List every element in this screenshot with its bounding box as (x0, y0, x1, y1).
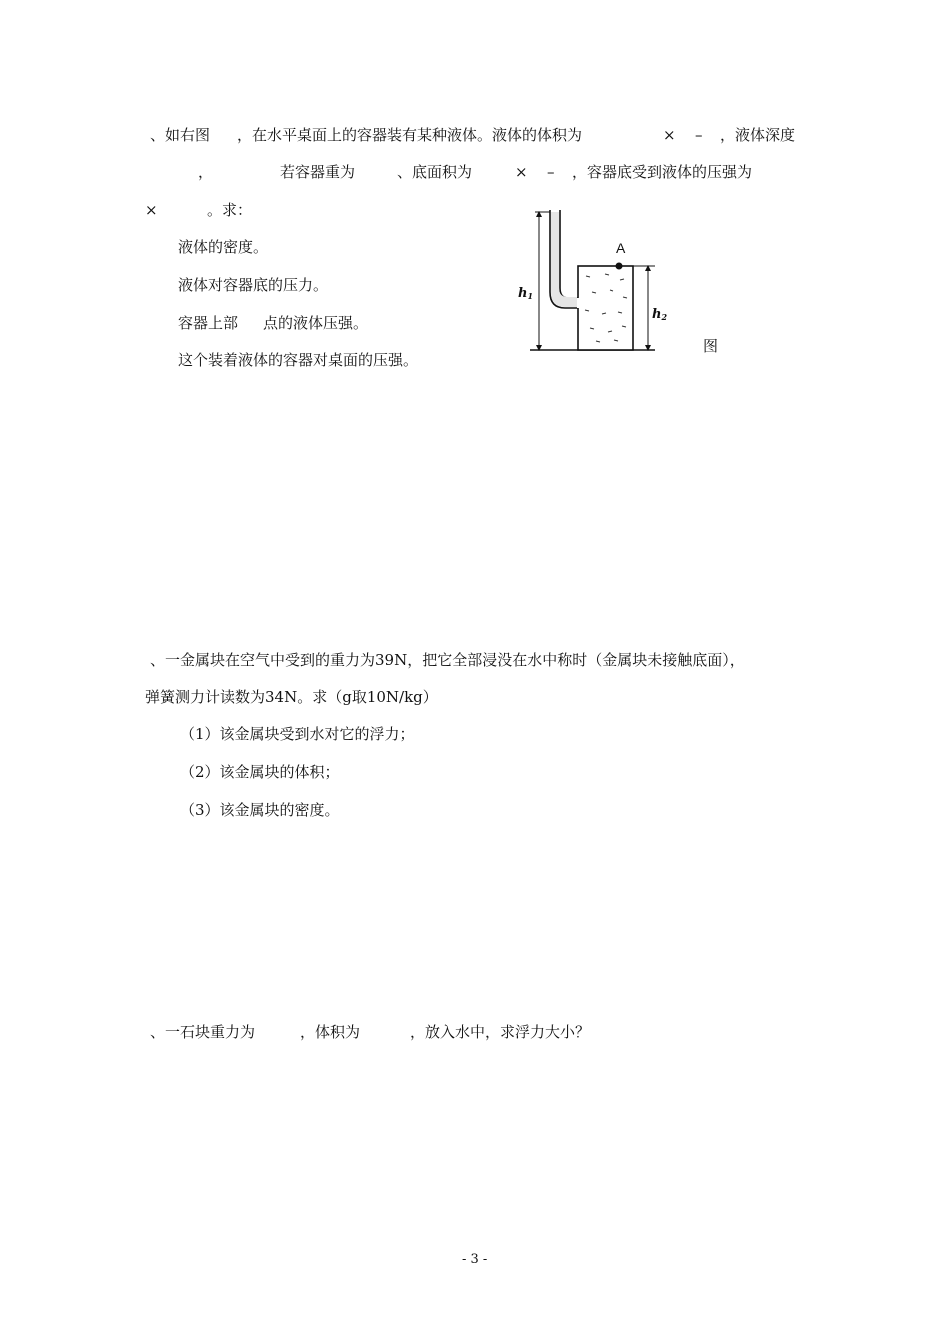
q2-line1: 、一金属块在空气中受到的重力为39N，把它全部浸没在水中称时（金属块未接触底面）， (150, 651, 745, 669)
point-a-marker (616, 263, 623, 270)
q1-line2-part-f: ，容器底受到液体的压强为 (572, 163, 753, 181)
q1-line1-part-b: ，在水平桌面上的容器装有某种液体。液体的体积为 (237, 126, 583, 144)
q1-line1-part-a: 、如右图 (150, 126, 211, 144)
h1-label: h1 (518, 286, 534, 301)
q1-line1-part-e: ，液体深度 (720, 126, 796, 144)
q1-line3-part-b: 。求： (207, 201, 253, 219)
q1-item-2: 液体对容器底的压力。 (178, 276, 329, 294)
q1-line2-part-d: × (515, 163, 528, 181)
q1-line3-part-a: × (145, 201, 158, 219)
page-number: - 3 - (462, 1252, 488, 1267)
q1-item-3b: 点的液体压强。 (263, 314, 369, 332)
q2-item-1: （1）该金属块受到水对它的浮力； (180, 725, 415, 743)
q2-line2: 弹簧测力计读数为34N。求（g取10N/kg） (145, 688, 438, 706)
q3-part-c: ，放入水中，求浮力大小？ (410, 1023, 591, 1041)
q1-item-4: 这个装着液体的容器对桌面的压强。 (178, 351, 419, 369)
point-a-label: A (616, 240, 626, 256)
q1-item-1: 液体的密度。 (178, 238, 269, 256)
q3-part-a: 、一石块重力为 (150, 1023, 256, 1041)
q1-line2-part-a: ， (198, 163, 214, 181)
q1-line2-part-c: 、底面积为 (397, 163, 473, 181)
tube-liquid (551, 212, 577, 307)
liquid-container (578, 266, 633, 350)
container-diagram (510, 200, 740, 370)
q2-item-2: （2）该金属块的体积； (180, 763, 340, 781)
q1-line2-part-e: – (547, 163, 555, 181)
q1-line1-part-c: × (663, 126, 676, 144)
h2-label: h2 (652, 307, 668, 322)
q1-item-3a: 容器上部 (178, 314, 239, 332)
figure-caption: 图 (703, 337, 719, 355)
q1-line2-part-b: 若容器重为 (280, 163, 356, 181)
q2-item-3: （3）该金属块的密度。 (180, 801, 340, 819)
q3-part-b: ，体积为 (300, 1023, 361, 1041)
q1-line1-part-d: – (695, 126, 703, 144)
